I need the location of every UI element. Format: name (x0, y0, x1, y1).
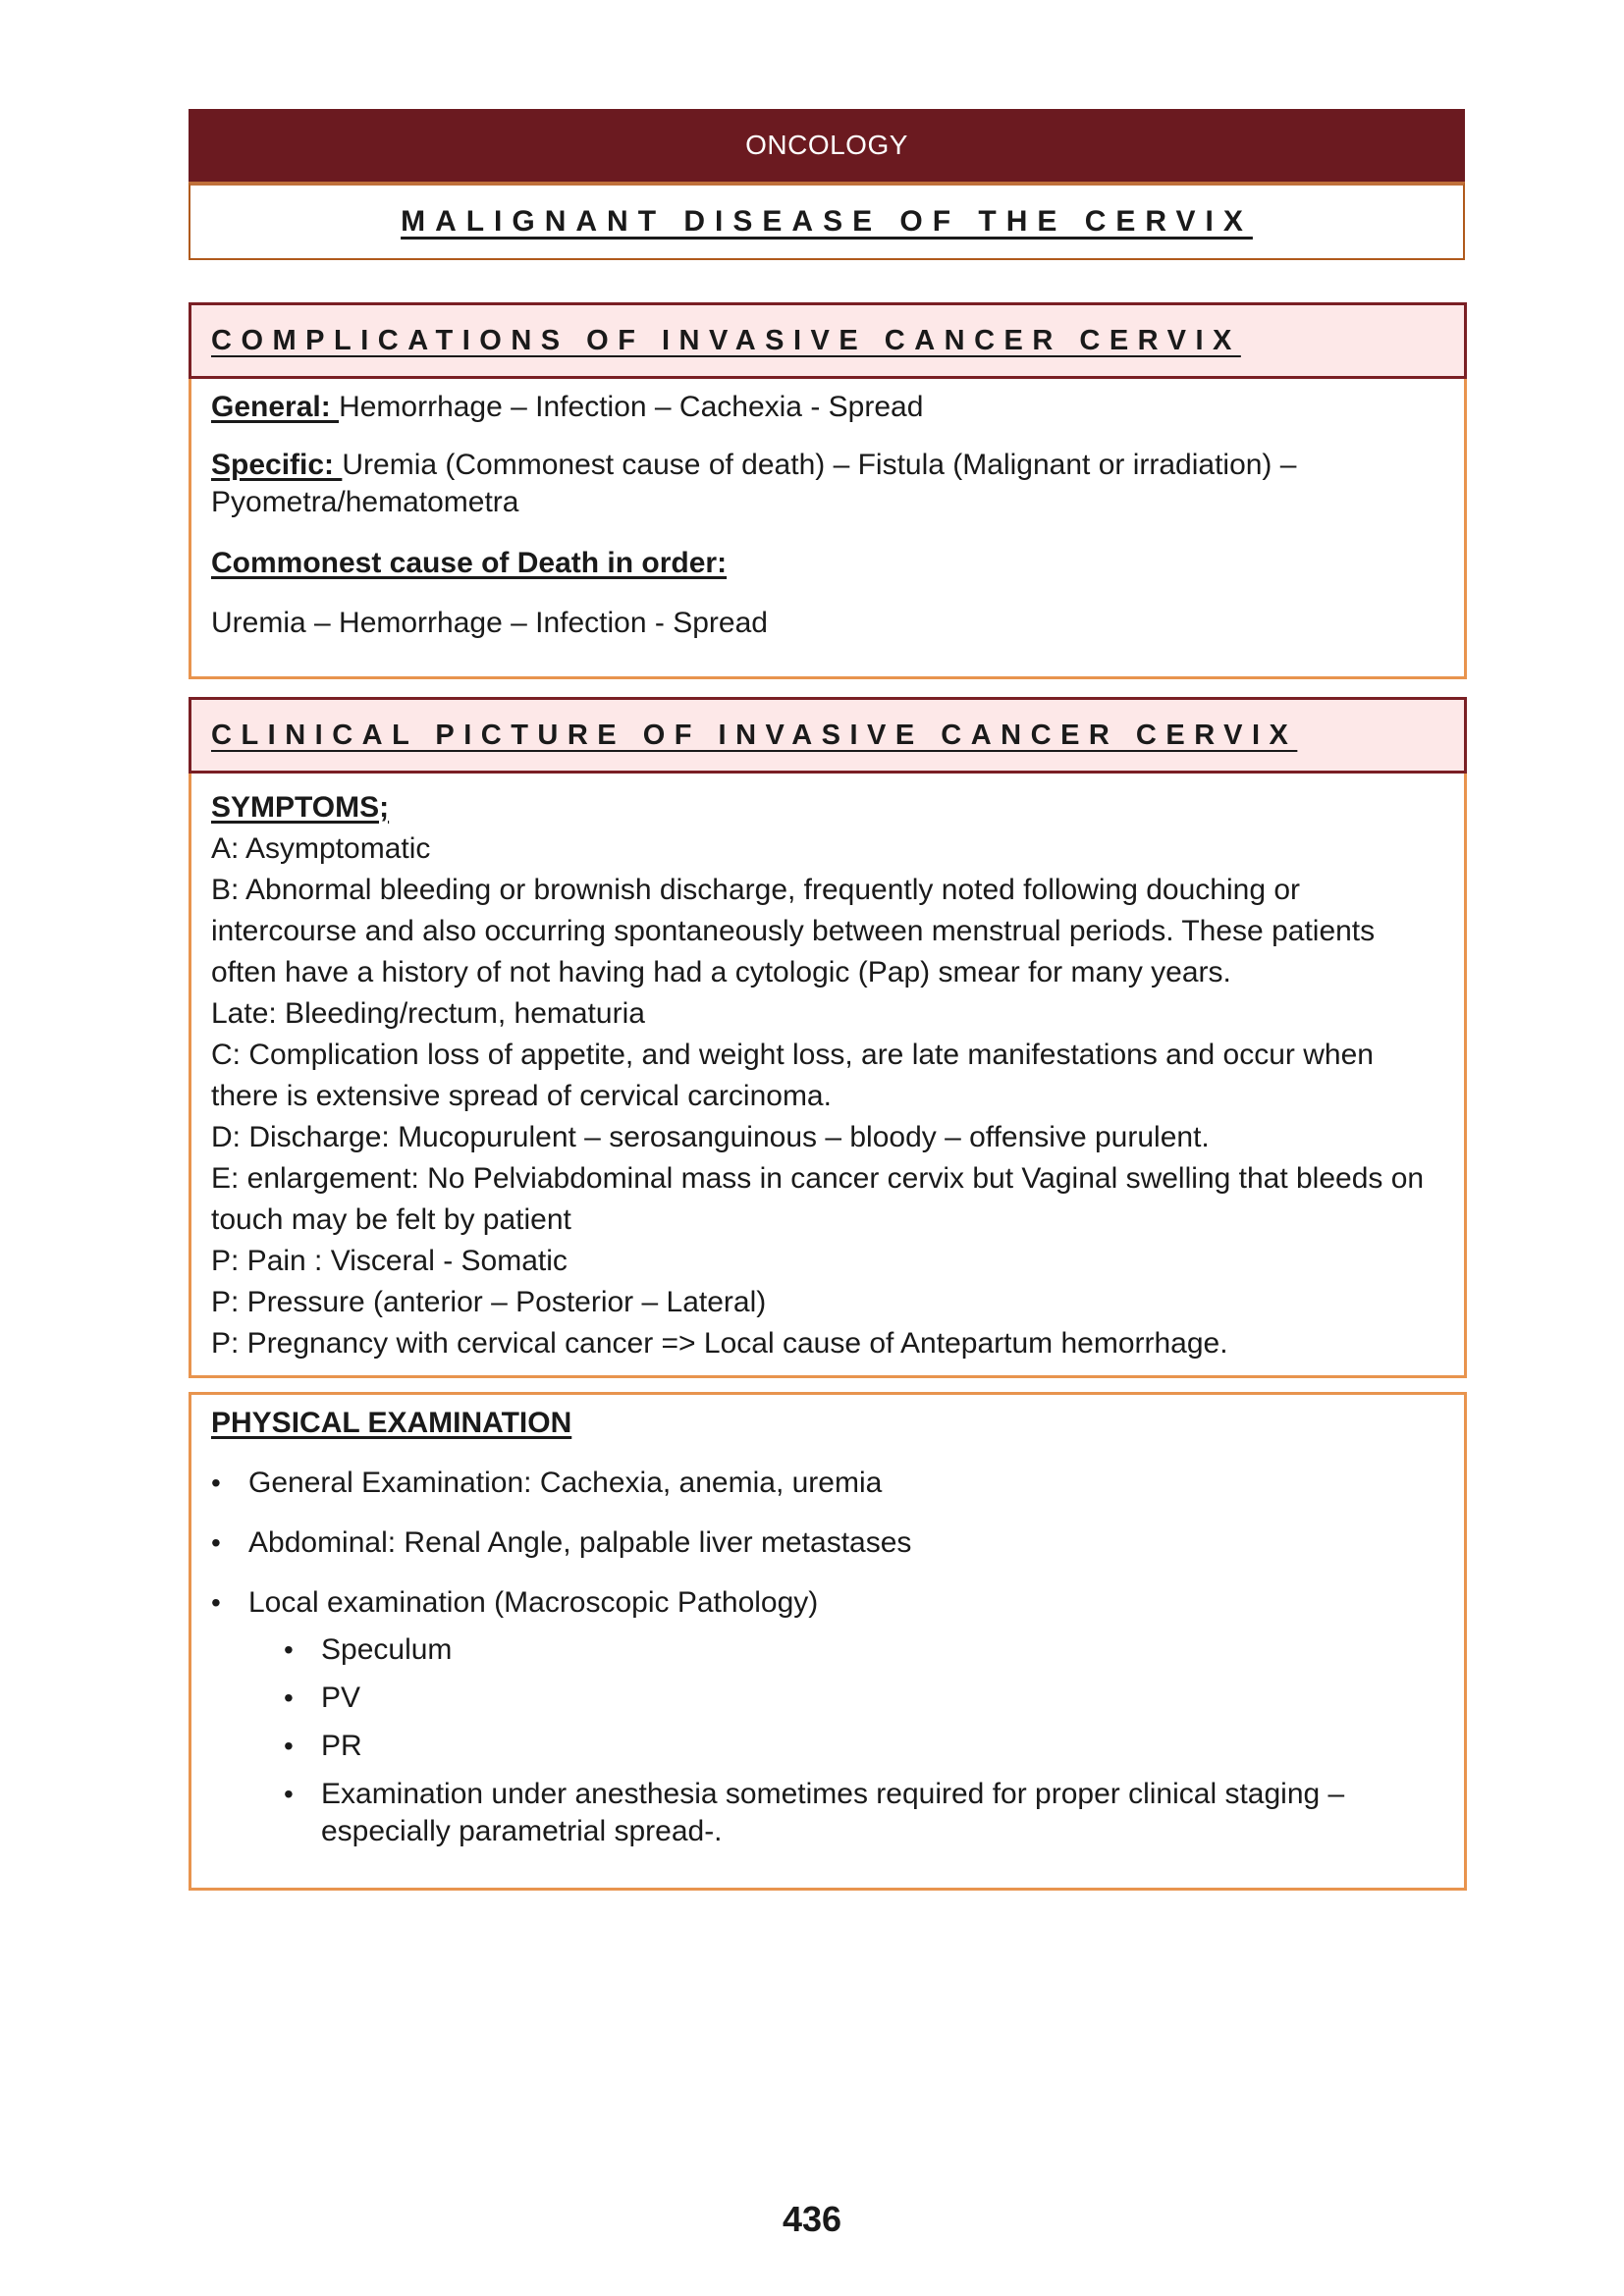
symptoms-label-line (211, 787, 1444, 828)
exam-item: • General Examination: Cachexia, anemia, uremia (211, 1463, 1444, 1504)
symptom-line: touch may be felt by patient (211, 1203, 571, 1236)
symptom-line: often have a history of not having had a cytologic (Pap) smear for many years. (211, 956, 1231, 988)
clinical-heading-bar (189, 697, 1467, 774)
eua-text-1: Examination under anesthesia sometimes required for proper clinical staging – (321, 1778, 1345, 1810)
death-label-line (211, 543, 1444, 584)
eua-text-2: especially parametrial spread-. (321, 1815, 723, 1847)
title-box (189, 182, 1465, 260)
symptom-line: P: Pregnancy with cervical cancer => Local cause of Antepartum hemorrhage. (211, 1327, 1228, 1360)
page-title: MALIGNANT DISEASE OF THE CERVIX (401, 205, 1253, 238)
physical-exam-body (191, 1395, 1464, 1850)
clinical-body (191, 774, 1464, 1364)
general-label: General: (211, 391, 340, 423)
complications-heading: COMPLICATIONS OF INVASIVE CANCER CERVIX (211, 324, 1241, 356)
complications-body (191, 387, 1464, 644)
local-exam-item (284, 1776, 1444, 1850)
symptom-line: P: Pressure (anterior – Posterior – Lateral) (211, 1286, 767, 1318)
page-number: 436 (782, 2199, 842, 2239)
specific-label: Specific: (211, 449, 343, 481)
general-line (211, 387, 1444, 428)
chapter-title: ONCOLOGY (745, 130, 908, 160)
complications-heading-bar (189, 302, 1467, 379)
general-text: Hemorrhage – Infection – Cachexia - Spread (339, 391, 924, 423)
local-exam-item: • PV (284, 1680, 1444, 1717)
death-label: Commonest cause of Death in order: (211, 547, 728, 579)
death-line (211, 603, 1444, 644)
death-text: Uremia – Hemorrhage – Infection - Spread (211, 607, 768, 639)
physical-exam-section (189, 1392, 1467, 1891)
local-exam-item: • PR (284, 1728, 1444, 1765)
symptom-line: A: Asymptomatic (211, 832, 431, 865)
symptom-line: D: Discharge: Mucopurulent – serosanguinous – bloody – offensive purulent. (211, 1121, 1210, 1153)
symptom-line: Late: Bleeding/rectum, hematuria (211, 997, 645, 1030)
exam-item: • Abdominal: Renal Angle, palpable liver metastases (211, 1522, 1444, 1564)
exam-item: • Local examination (Macroscopic Pathology) (211, 1582, 1444, 1624)
physical-exam-heading: PHYSICAL EXAMINATION (211, 1407, 572, 1439)
chapter-banner (189, 109, 1465, 182)
symptom-line: C: Complication loss of appetite, and weight loss, are late manifestations and occur when (211, 1039, 1374, 1071)
clinical-heading: CLINICAL PICTURE OF INVASIVE CANCER CERVIX (211, 719, 1298, 751)
specific-text-1: Uremia (Commonest cause of death) – Fistula (Malignant or irradiation) – (342, 449, 1297, 481)
symptom-line: there is extensive spread of cervical carcinoma. (211, 1080, 832, 1112)
symptom-line: intercourse and also occurring spontaneously between menstrual periods. These patients (211, 915, 1376, 947)
specific-line (211, 447, 1444, 521)
symptom-line: B: Abnormal bleeding or brownish discharge, frequently noted following douching or (211, 874, 1301, 906)
symptom-line: E: enlargement: No Pelviabdominal mass in cancer cervix but Vaginal swelling that bleeds on (211, 1162, 1425, 1195)
local-exam-item: • Speculum (284, 1631, 1444, 1669)
specific-text-2: Pyometra/hematometra (211, 486, 519, 518)
local-exam-sublist (284, 1631, 1444, 1850)
symptoms-label: SYMPTOMS; (211, 791, 390, 824)
exam-list (211, 1463, 1444, 1624)
complications-section (189, 302, 1467, 679)
physical-exam-heading-line (211, 1403, 1444, 1444)
symptom-line: P: Pain : Visceral - Somatic (211, 1245, 568, 1277)
clinical-section (189, 697, 1467, 1378)
